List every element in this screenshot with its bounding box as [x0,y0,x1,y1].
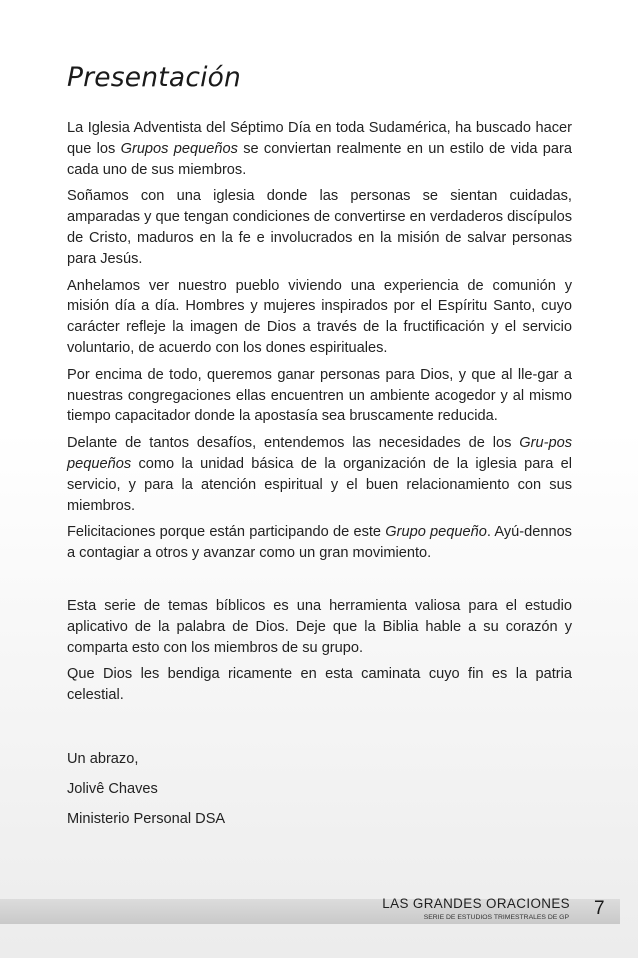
signature-role: Ministerio Personal DSA [67,810,226,827]
text-run: Que Dios les bendiga ricamente en esta caminata cuyo fin es la patria celestial. [67,666,572,704]
text-run: Felicitaciones porque están participando de este [67,524,386,541]
body-content [67,118,572,838]
footer-series-title: LAS GRANDES ORACIONES [382,896,570,911]
paragraph [67,276,572,359]
page-title: Presentación [67,62,242,93]
closing-paragraphs [67,596,572,706]
intro-paragraphs [67,118,572,564]
paragraph [67,596,572,658]
text-run: . Ayú-dennos a contagiar a otros y avanzar como un gran movimiento. [67,524,572,562]
paragraph [67,664,572,706]
signature-name: Jolivê Chaves [67,780,158,797]
page-number: 7 [594,898,605,919]
signature-closing: Un abrazo, [67,750,139,767]
text-run: Soñamos con una iglesia donde las personas se sientan cuidadas, amparadas y que tengan condiciones de convertirse en verdaderos discípulos de Cristo, maduros en la fe e involucrados en la misión de salvar personas para Jesús. [67,188,572,267]
spacer [67,570,572,596]
italic-text: Grupo pequeño [385,524,487,541]
paragraph [67,433,572,516]
text-run: Anhelamos ver nuestro pueblo viviendo una experiencia de comunión y misión día a día. Hombres y mujeres inspirados por el Espíritu Santo, cuyo carácter refleje la imagen de Dios a través de la fructificación y el servicio voluntario, de acuerdo con los dones espirituales. [67,277,572,356]
text-run: Por encima de todo, queremos ganar personas para Dios, y que al lle-gar a nuestras congregaciones ellas encuentren un ambiente acogedor y al mismo tiempo capacitador donde la apostasía sea bruscamente reducida. [67,366,572,425]
text-run: Delante de tantos desafíos, entendemos las necesidades de los [67,435,520,452]
text-run: La Iglesia Adventista del Séptimo Día en toda Sudamérica, ha buscado hacer que los [67,120,572,157]
spacer [67,712,572,748]
text-run: se conviertan realmente en un estilo de vida para cada uno de sus miembros. [67,140,572,178]
paragraph [67,522,572,564]
signature-block [67,748,572,830]
footer-series-subtitle: SERIE DE ESTUDIOS TRIMESTRALES DE GP [423,914,569,921]
paragraph [67,186,572,269]
text-run: Esta serie de temas bíblicos es una herramienta valiosa para el estudio aplicativo de la palabra de Dios. Deje que la Biblia hable a su corazón y comparta esto con los miembros de su grupo. [67,597,572,656]
text-run: como la unidad básica de la organización de la iglesia para el servicio, y para la atención espiritual y el buen relacionamiento con sus miembros. [67,455,572,514]
paragraph [67,118,572,180]
paragraph [67,365,572,427]
italic-text: Gru-pos pequeños [67,435,572,472]
italic-text: Grupos pequeños [120,140,238,157]
